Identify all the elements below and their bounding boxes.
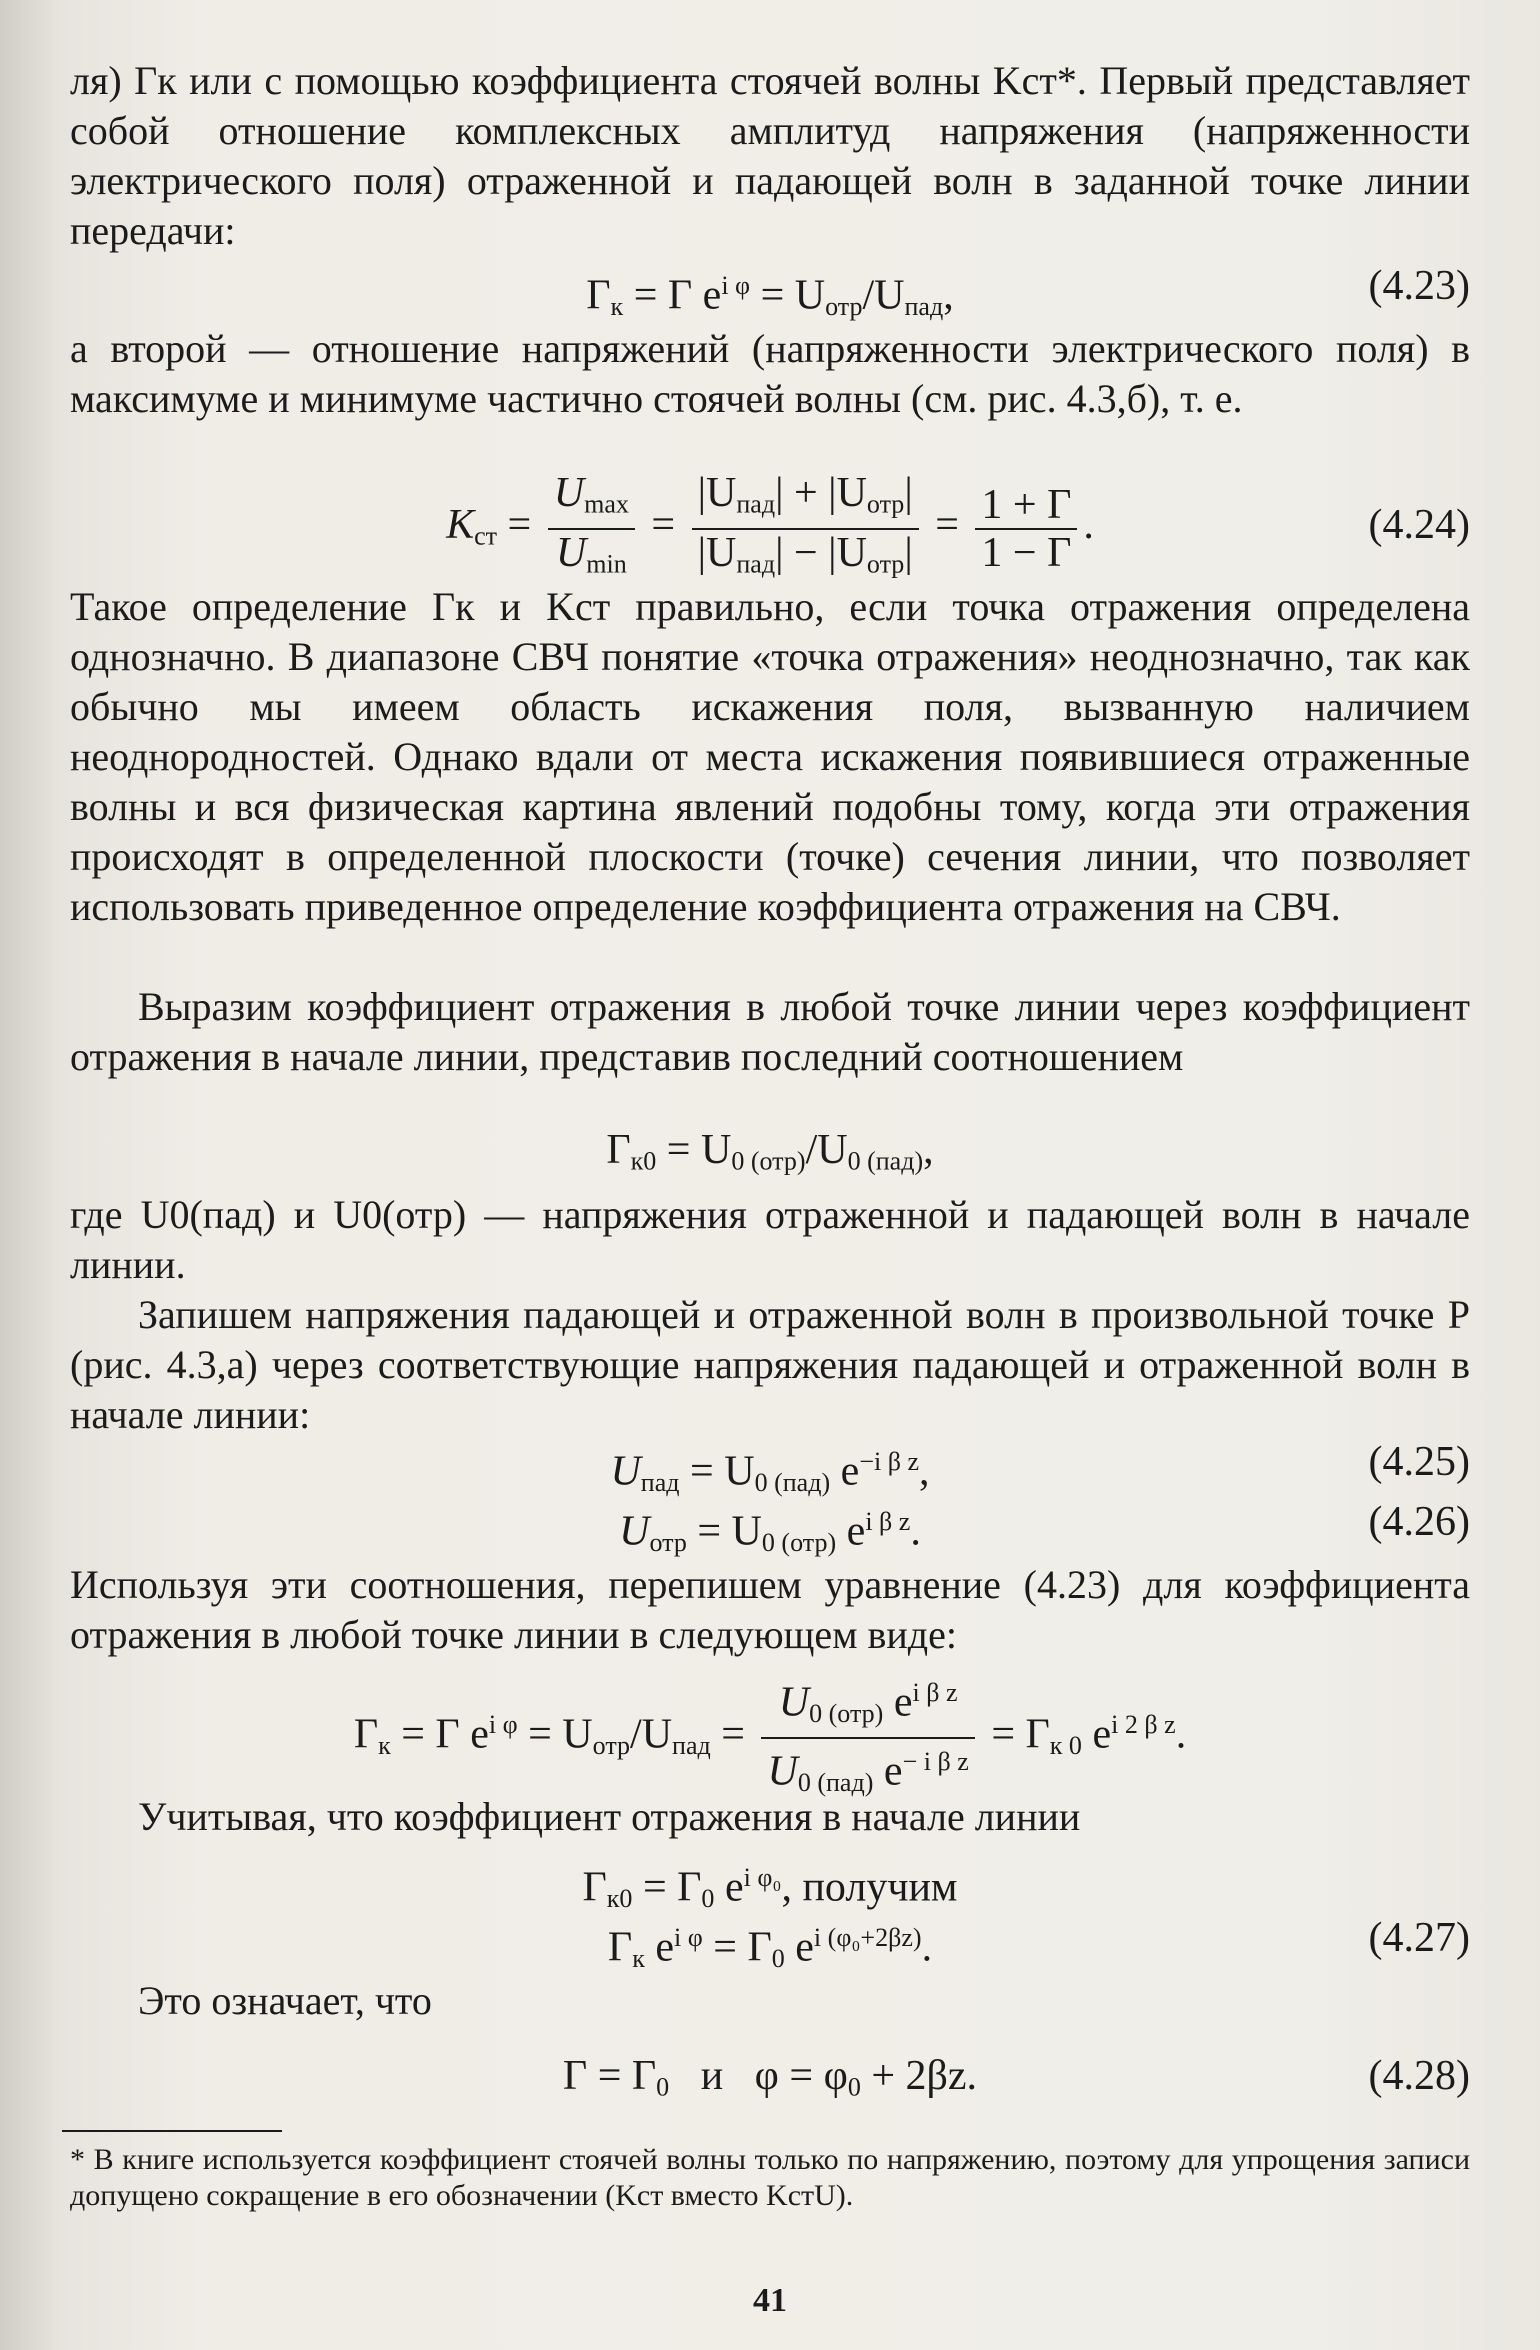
equation-4-27: $Г_к$ $e^{i \varphi} = Г_0$ $e^{i (\varphi_0+2\beta z)}$. (4.27) bbox=[70, 1910, 1470, 1966]
paragraph-where: где U0(пад) и U0(отр) — напряжения отраженной и падающей волн в начале линии. bbox=[70, 1192, 1470, 1287]
equation-number: (4.28) bbox=[1368, 2053, 1470, 2099]
equation-gamma-k-general: $Г_к = Г$ $e^{i \varphi} = U_{отр}/U_{пад}$ = $\frac{U_{0 (отр)} e^{i \beta z}}{U_{0 (пад)} e^{- i \beta z}}$ = $Г_{к 0}$ $e^{i 2 \beta z}$. bbox=[70, 1670, 1470, 1780]
equation-4-26: $U_{отр} = U_{0 (отр)}$ $e^{i \beta z}$. (4.26) bbox=[70, 1494, 1470, 1550]
equation-4-28: $Г = Г_0$ и $\varphi = \varphi_0 + 2\beta z$. (4.28) bbox=[70, 2048, 1470, 2104]
paragraph-considering: Учитывая, что коэффициент отражения в начале линии bbox=[138, 1794, 1081, 1839]
equation-gamma-k0: $Г_{к0} = U_{0 (отр)}/U_{0 (пад)}$, bbox=[606, 1127, 934, 1176]
equation-number: (4.26) bbox=[1368, 1499, 1470, 1545]
paragraph-definition-validity: Такое определение Гк и Kст правильно, если точка отражения определена однозначно. В диапазоне СВЧ понятие «точка отражения» неоднозначно, так как обычно мы имеем область искажения поля, вызванную наличием неоднородностей. Однако вдали от места искажения появившиеся отраженные волны и вся физическая картина явлений подобны тому, когда эти отражения происходят в определенной плоскости (точке) сечения линии, что позволяет использовать приведенное определение коэффициента отражения на СВЧ. bbox=[70, 584, 1470, 929]
equation-4-24: $K_{ст}$ = $\frac{U_{max}}{U_{min}}$ = $\frac{|U_{пад}| + |U_{отр}|}{|U_{пад}| - |U_{отр}|}$ = $\frac{1 + Г}{1 - Г}$ . (4.24) bbox=[446, 470, 1470, 578]
equation-number: (4.23) bbox=[1368, 263, 1470, 309]
paragraph-express-coefficient: Выразим коэффициент отражения в любой точке линии через коэффициент отражения в начале линии, представив последний соотношением bbox=[70, 984, 1470, 1079]
paragraph-this-means: Это означает, что bbox=[138, 1978, 432, 2023]
equation-4-25: $U_{пад} = U_{0 (пад)}$ $e^{-i \beta z}$, (4.25) bbox=[70, 1434, 1470, 1490]
footnote-rule bbox=[62, 2130, 282, 2132]
equation-gamma-k0-b: $Г_{к0} = Г_0$ $e^{i \varphi_0}$, получим bbox=[582, 1863, 958, 1913]
footnote: * В книге используется коэффициент стоячей волны только по напряжению, поэтому для упрощения записи допущено сокращение в его обозначении (Kст вместо KстU). bbox=[70, 2143, 1470, 2212]
equation-number: (4.25) bbox=[1368, 1439, 1470, 1485]
equation-number: (4.24) bbox=[1368, 502, 1470, 548]
page-number: 41 bbox=[753, 2282, 787, 2319]
equation-4-23: $Г_к = Г$ $e^{i \varphi} = U_{отр}/U_{пад}$, (4.23) bbox=[70, 258, 1470, 314]
paragraph-intro: ля) Гк или с помощью коэффициента стоячей волны Kст*. Первый представляет собой отношение комплексных амплитуд напряжения (напряженности электрического поля) отраженной и падающей волн в заданной точке линии передачи: bbox=[70, 58, 1470, 253]
paragraph-using-relations: Используя эти соотношения, перепишем уравнение (4.23) для коэффициента отражения в любой точке линии в следующем виде: bbox=[70, 1562, 1470, 1657]
paragraph-kst-definition: а второй — отношение напряжений (напряженности электрического поля) в максимуме и минимуме частично стоячей волны (см. рис. 4.3,б), т. е. bbox=[70, 326, 1470, 421]
paragraph-voltages: Запишем напряжения падающей и отраженной волн в произвольной точке P (рис. 4.3,а) через соответствующие напряжения падающей и отраженной волн в начале линии: bbox=[70, 1292, 1470, 1437]
equation-number: (4.27) bbox=[1368, 1915, 1470, 1961]
